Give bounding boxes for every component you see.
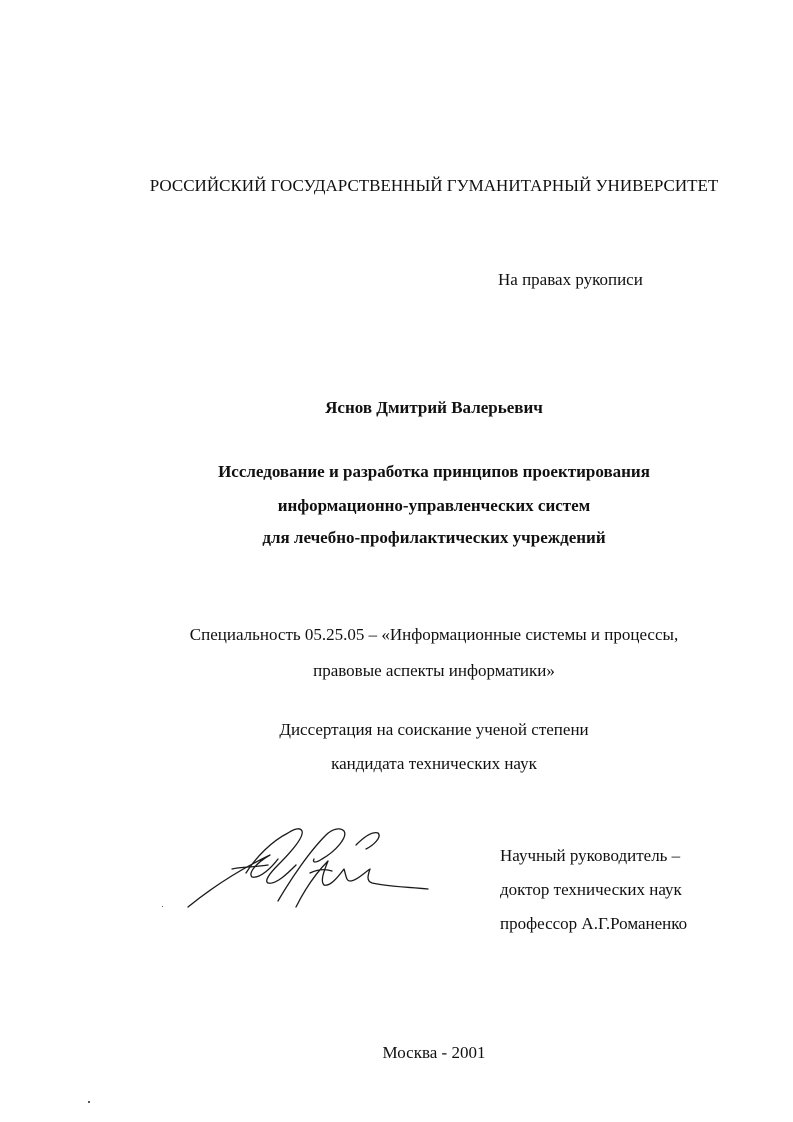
supervisor-degree: доктор технических наук — [500, 880, 682, 899]
scan-speck — [162, 906, 163, 907]
supervisor-name: профессор А.Г.Романенко — [500, 914, 688, 933]
title-line-2: информационно-управленческих систем — [277, 496, 591, 515]
city-year: Москва - 2001 — [382, 1043, 486, 1062]
manuscript-note: На правах рукописи — [498, 270, 643, 289]
scan-speck — [88, 1101, 90, 1103]
dissertation-line-2: кандидата технических наук — [331, 754, 537, 773]
author-name: Яснов Дмитрий Валерьевич — [325, 398, 543, 417]
dissertation-line-1: Диссертация на соискание ученой степени — [279, 720, 589, 739]
specialty-line-2: правовые аспекты информатики» — [313, 661, 555, 680]
supervisor-role: Научный руководитель – — [500, 846, 681, 865]
title-line-1: Исследование и разработка принципов проектирования — [218, 462, 650, 481]
specialty-line-1: Специальность 05.25.05 – «Информационные системы и процессы, — [189, 625, 679, 644]
title-line-3: для лечебно-профилактических учреждений — [262, 528, 606, 547]
signature — [160, 815, 450, 925]
university-name: РОССИЙСКИЙ ГОСУДАРСТВЕННЫЙ ГУМАНИТАРНЫЙ УНИВЕРСИТЕТ — [149, 176, 719, 195]
